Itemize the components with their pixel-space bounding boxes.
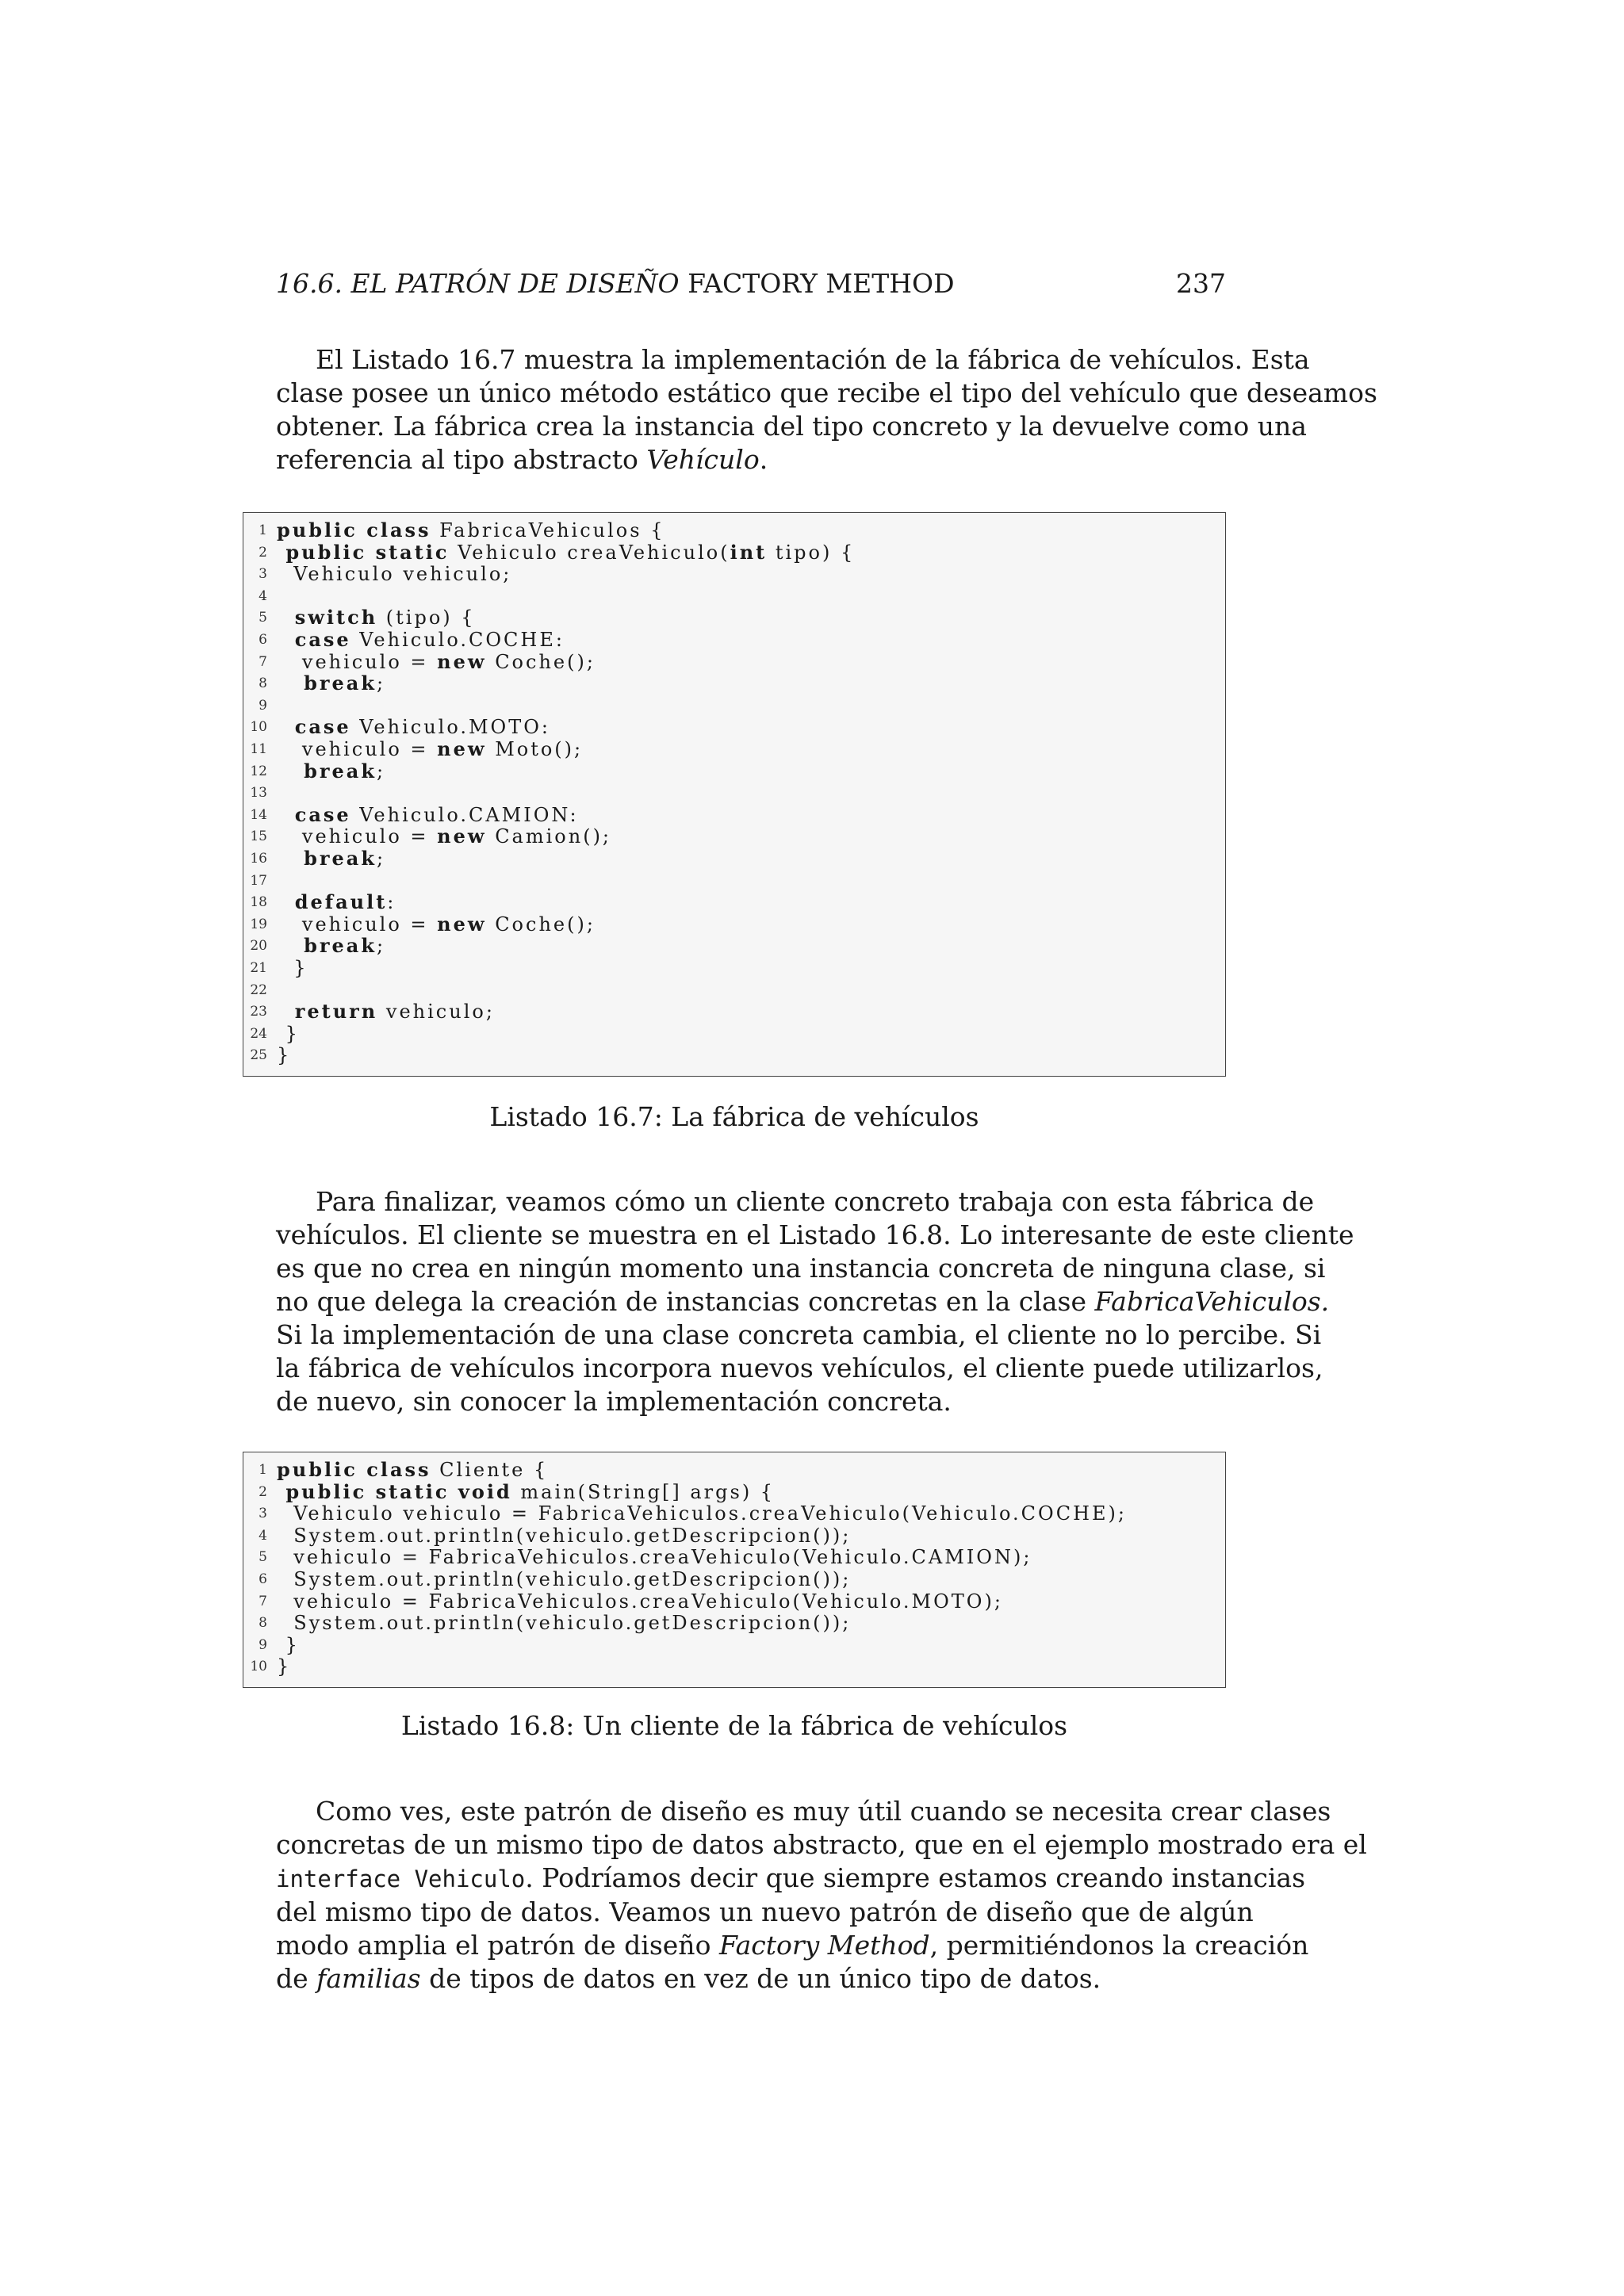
code-text: public class Cliente { (277, 1458, 549, 1481)
line-number: 2 (259, 1483, 267, 1500)
line-number: 8 (259, 675, 267, 692)
code-text: break; (277, 934, 386, 958)
line-number: 6 (259, 1571, 267, 1587)
line-number: 1 (259, 522, 267, 538)
line-number: 18 (250, 894, 267, 911)
listing-caption: Listado 16.7: La fábrica de vehículos (489, 1101, 979, 1132)
code-text: System.out.println(vehiculo.getDescripcion()); (277, 1524, 852, 1547)
text-line (276, 1962, 1226, 1996)
code-text: } (277, 1633, 300, 1656)
text-line: clase posee un único método estático que recibe el tipo del vehículo que deseamos (276, 377, 1377, 408)
keyword: new (437, 737, 487, 760)
keyword: new (437, 912, 487, 936)
keyword: int (730, 540, 768, 564)
text-run: . (759, 444, 768, 475)
keyword: public static void (277, 1479, 512, 1503)
line-number: 4 (259, 1527, 267, 1544)
text-line (276, 1862, 1306, 1896)
code-text: public class FabricaVehiculos { (277, 519, 665, 541)
section-title (276, 266, 955, 302)
text-run: modo amplia el patrón de diseño (276, 1930, 711, 1961)
keyword: break (277, 759, 377, 783)
line-number: 7 (259, 653, 267, 670)
code-text: case Vehiculo.CAMION: (277, 802, 579, 826)
line-number: 10 (250, 1659, 267, 1675)
line-number: 3 (259, 1506, 267, 1522)
line-number: 11 (250, 741, 267, 757)
line-number: 22 (250, 982, 267, 998)
keyword: case (277, 715, 351, 739)
line-number: 9 (259, 697, 267, 714)
text-line: Si la implementación de una clase concreta cambia, el cliente no lo percibe. Si (276, 1319, 1322, 1350)
code-text: public static Vehiculo creaVehiculo(int tipo) { (277, 540, 856, 564)
keyword: case (277, 802, 351, 826)
code-text: } (277, 1655, 292, 1678)
text-line (276, 1929, 1309, 1962)
line-number: 13 (250, 785, 267, 802)
text-line: vehículos. El cliente se muestra en el Listado 16.8. Lo interesante de este cliente (276, 1219, 1354, 1250)
keyword: public static (277, 540, 450, 564)
code-text: } (277, 1022, 300, 1045)
line-number: 1 (259, 1462, 267, 1478)
emphasis: Vehículo (646, 444, 760, 475)
line-number: 2 (259, 544, 267, 561)
text-run: , permitiéndonos la creación (929, 1930, 1309, 1961)
code-text: default: (277, 890, 396, 914)
line-number: 12 (250, 763, 267, 779)
text-line: Para finalizar, veamos cómo un cliente concreto trabaja con esta fábrica de (316, 1186, 1315, 1217)
line-number: 5 (259, 610, 267, 626)
code-text: vehiculo = FabricaVehiculos.creaVehiculo(Vehiculo.CAMION); (277, 1546, 1032, 1569)
code-text: vehiculo = FabricaVehiculos.creaVehiculo(Vehiculo.MOTO); (277, 1590, 1003, 1613)
keyword: new (437, 825, 487, 848)
text-run: de (276, 1963, 308, 1994)
keyword: return (277, 1000, 378, 1024)
text-line: es que no crea en ningún momento una instancia concreta de ninguna clase, si (276, 1253, 1326, 1284)
running-header (276, 266, 1226, 302)
code-text: vehiculo = new Moto(); (277, 737, 584, 760)
keyword: case (277, 628, 351, 651)
section-number: 16.6. (276, 268, 343, 299)
keyword: default (277, 890, 388, 914)
code-text: break; (277, 672, 386, 695)
text-line: la fábrica de vehículos incorpora nuevos vehículos, el cliente puede utilizarlos, (276, 1353, 1323, 1383)
line-number: 8 (259, 1615, 267, 1632)
emphasis: Factory Method (718, 1930, 930, 1961)
code-inline: interface Vehiculo (276, 1866, 526, 1892)
code-listing-cliente (243, 1452, 1226, 1688)
emphasis: FabricaVehiculos. (1094, 1286, 1330, 1317)
text-line: El Listado 16.7 muestra la implementación de la fábrica de vehículos. Esta (316, 344, 1310, 375)
line-number: 9 (259, 1636, 267, 1653)
section-title-rest: FACTORY METHOD (688, 268, 955, 299)
line-number: 25 (250, 1047, 267, 1064)
line-number: 20 (250, 938, 267, 955)
emphasis: familias (316, 1963, 421, 1994)
line-number: 7 (259, 1593, 267, 1609)
text-line (276, 443, 1226, 476)
line-number: 19 (250, 916, 267, 932)
keyword: public class (277, 519, 431, 541)
text-line: Como ves, este patrón de diseño es muy útil cuando se necesita crear clases (316, 1796, 1331, 1827)
line-number: 4 (259, 587, 267, 604)
paragraph-intro (276, 343, 1377, 476)
keyword: break (277, 672, 377, 695)
line-number: 10 (250, 719, 267, 736)
code-text: public static void main(String[] args) { (277, 1479, 776, 1503)
keyword: break (277, 847, 377, 870)
text-run: . Podríamos decir que siempre estamos creando instancias (525, 1862, 1306, 1893)
code-text: } (277, 1044, 292, 1067)
line-number: 15 (250, 828, 267, 845)
code-text: System.out.println(vehiculo.getDescripcion()); (277, 1612, 852, 1635)
code-text: Vehiculo vehiculo; (277, 563, 512, 586)
line-number: 17 (250, 872, 267, 889)
keyword: switch (277, 606, 378, 629)
text-line: del mismo tipo de datos. Veamos un nuevo patrón de diseño que de algún (276, 1896, 1254, 1927)
code-text: vehiculo = new Coche(); (277, 649, 596, 673)
code-text: } (277, 957, 308, 979)
text-line: obtener. La fábrica crea la instancia del tipo concreto y la devuelve como una (276, 411, 1307, 442)
line-number: 3 (259, 566, 267, 583)
section-title-italic: EL PATRÓN DE DISEÑO (350, 268, 680, 299)
line-number: 6 (259, 632, 267, 648)
code-text: case Vehiculo.MOTO: (277, 715, 550, 739)
text-run: no que delega la creación de instancias concretas en la clase (276, 1286, 1086, 1317)
line-number: 5 (259, 1549, 267, 1566)
text-run: de tipos de datos en vez de un único tipo de datos. (429, 1963, 1101, 1994)
code-text: case Vehiculo.COCHE: (277, 628, 565, 651)
code-text: break; (277, 759, 386, 783)
line-number: 24 (250, 1025, 267, 1042)
code-text: vehiculo = new Camion(); (277, 825, 612, 848)
page-number: 237 (1176, 268, 1226, 299)
code-text: switch (tipo) { (277, 606, 476, 629)
code-text: vehiculo = new Coche(); (277, 912, 596, 936)
line-number: 23 (250, 1004, 267, 1020)
line-number: 14 (250, 806, 267, 823)
keyword: public class (277, 1458, 431, 1481)
code-text: return vehiculo; (277, 1000, 495, 1024)
keyword: new (437, 649, 487, 673)
keyword: break (277, 934, 377, 958)
listing-caption: Listado 16.8: Un cliente de la fábrica de vehículos (400, 1710, 1068, 1741)
code-text: break; (277, 847, 386, 870)
code-text: System.out.println(vehiculo.getDescripcion()); (277, 1568, 852, 1590)
paragraph-conclusion (276, 1795, 1367, 1996)
line-number: 16 (250, 851, 267, 867)
text-line: de nuevo, sin conocer la implementación concreta. (276, 1386, 952, 1417)
code-listing-fabrica (243, 512, 1226, 1077)
paragraph-client (276, 1185, 1354, 1418)
text-line (276, 1285, 1330, 1318)
code-text: Vehiculo vehiculo = FabricaVehiculos.creaVehiculo(Vehiculo.COCHE); (277, 1502, 1127, 1525)
text-run: referencia al tipo abstracto (276, 444, 638, 475)
text-line: concretas de un mismo tipo de datos abstracto, que en el ejemplo mostrado era el (276, 1829, 1367, 1860)
line-number: 21 (250, 960, 267, 976)
